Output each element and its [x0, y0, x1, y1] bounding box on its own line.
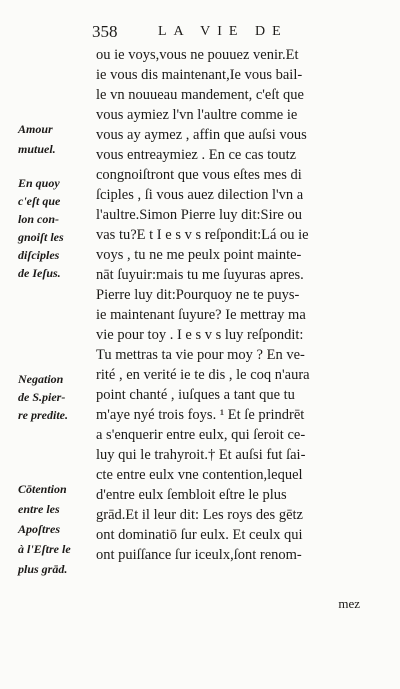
- margin-note-line: entre les: [18, 502, 60, 516]
- running-title: LA VIE DE: [158, 24, 288, 39]
- text-line: Pierre luy dit:Pourquoy ne te puys-: [96, 287, 300, 303]
- text-line: d'entre eulx ſembloit eſtre le plus: [96, 487, 287, 503]
- text-line: a s'enquerir entre eulx, qui ſeroit ce-: [96, 427, 306, 443]
- margin-note-line: plus grād.: [18, 562, 68, 576]
- text-line: ou ie voys,vous ne pouuez venir.Et: [96, 47, 299, 63]
- text-line: ont dominatiō ſur eulx. Et ceulx qui: [96, 527, 303, 543]
- catchword: mez: [338, 596, 360, 611]
- margin-note-line: Negation: [18, 372, 64, 386]
- text-line: point chanté , iuſques a tant que tu: [96, 387, 295, 403]
- text-line: vas tu?E t I e s v s reſpondit:Lá ou ie: [96, 227, 309, 243]
- margin-note-line: En quoy: [18, 176, 60, 190]
- text-line: cte entre eulx vne contention,lequel: [96, 467, 303, 483]
- margin-note-line: de Ieſus.: [18, 266, 61, 280]
- margin-note-line: de S.pier-: [18, 390, 66, 404]
- margin-note-line: Cōtention: [18, 482, 67, 496]
- margin-note-line: à l'Eſtre le: [18, 542, 71, 556]
- text-line: voys , tu ne me peulx point mainte-: [96, 247, 302, 263]
- text-line: le vn nouueau mandement, c'eſt que: [96, 87, 304, 103]
- margin-note-line: Apoſtres: [18, 522, 60, 536]
- text-line: grād.Et il leur dit: Les roys des gētz: [96, 507, 303, 523]
- text-line: ie maintenant ſuyure? Ie mettray ma: [96, 307, 306, 323]
- text-line: vous aymiez l'vn l'aultre comme ie: [96, 107, 298, 123]
- page-header: [0, 22, 400, 46]
- text-line: rité , en verité ie te dis , le coq n'aura: [96, 367, 310, 383]
- margin-note-line: c'eſt que: [18, 194, 61, 208]
- text-line: m'aye nyé trois foys. ¹ Et ſe prindrēt: [96, 407, 305, 423]
- text-line: ont puiſſance ſur iceulx,ſont renom-: [96, 547, 302, 563]
- margin-note-line: Amour: [18, 122, 53, 136]
- text-line: nāt ſuyuir:mais tu me ſuyuras apres.: [96, 267, 304, 283]
- page-number: 358: [92, 22, 118, 41]
- text-line: vous ay aymez , affin que auſsi vous: [96, 127, 307, 143]
- text-line: luy qui le trahyroit.† Et auſsi fut ſai-: [96, 447, 306, 463]
- margin-note-line: gnoiſt les: [18, 230, 64, 244]
- text-line: vie pour toy . I e s v s luy reſpondit:: [96, 327, 304, 343]
- margin-note-line: mutuel.: [18, 142, 56, 156]
- text-line: ie vous dis maintenant,Ie vous bail-: [96, 67, 303, 83]
- text-line: vous entreaymiez . En ce cas toutz: [96, 147, 297, 163]
- text-line: ſciples , ſi vous auez dilection l'vn a: [96, 187, 304, 203]
- text-line: congnoiſtront que vous eſtes mes di: [96, 167, 302, 183]
- text-line: Tu mettras ta vie pour moy ? En ve-: [96, 347, 305, 363]
- margin-note-line: lon con-: [18, 212, 60, 226]
- margin-note-line: diſciples: [18, 248, 60, 262]
- margin-note-line: re predite.: [18, 408, 68, 422]
- text-line: l'aultre.Simon Pierre luy dit:Sire ou: [96, 207, 302, 223]
